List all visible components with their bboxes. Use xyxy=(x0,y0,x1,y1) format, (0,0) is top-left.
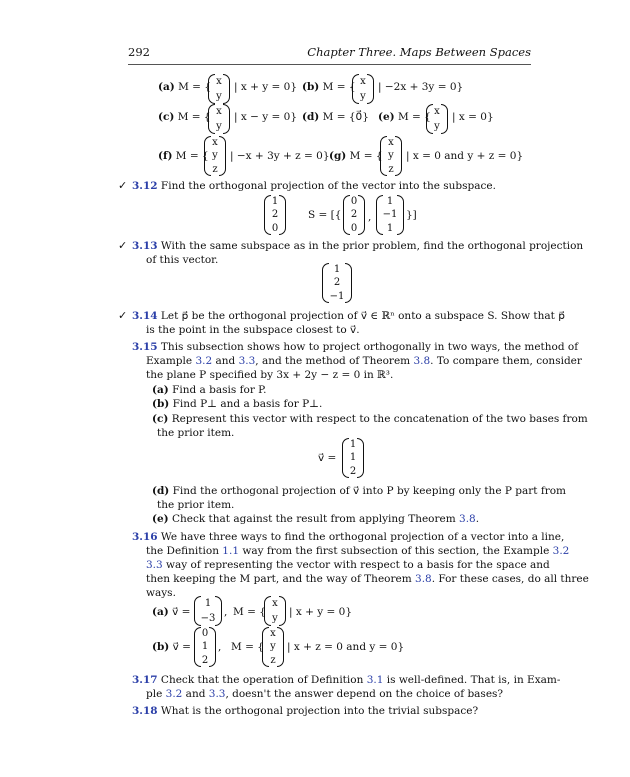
text-run: ple xyxy=(146,688,166,700)
item-text: Find P⊥ and a basis for P⊥. xyxy=(172,398,323,410)
column-vector xyxy=(194,596,222,626)
item-text: the prior item. xyxy=(157,499,235,511)
column-vector xyxy=(343,195,365,235)
cross-reference-link[interactable]: 3.2 xyxy=(195,355,213,367)
vector-entry: x xyxy=(270,628,276,640)
text-run: the Definition xyxy=(146,545,223,557)
problem-3-17 xyxy=(132,673,560,687)
problem-text: is the point in the subspace closest to v⃗. xyxy=(146,324,360,336)
problem-3-12 xyxy=(132,179,496,193)
problem-text: Find the orthogonal projection of the vector into the subspace. xyxy=(160,180,496,192)
problem-text: We have three ways to find the orthogonal projection of a vector into a line, xyxy=(160,531,565,543)
text-run: and xyxy=(182,688,209,700)
column-vector xyxy=(342,438,364,478)
set-open: M = { xyxy=(322,81,356,93)
vector-entry: 2 xyxy=(271,209,279,221)
vector-entry: x xyxy=(216,76,222,87)
vector-entry: x xyxy=(388,137,394,149)
set-open: M = { xyxy=(177,111,211,123)
text-run: . For these cases, do all three xyxy=(431,573,589,585)
item-3-11-g xyxy=(329,149,383,163)
problem-number: 3.17 xyxy=(132,674,158,686)
set-open: M = { xyxy=(178,81,211,93)
column-vector xyxy=(208,104,230,134)
item-3-15-e xyxy=(152,512,479,526)
column-vector xyxy=(194,627,216,667)
vector-entry: 2 xyxy=(333,277,341,289)
problem-number: 3.15 xyxy=(132,341,158,353)
item-3-15-a xyxy=(152,383,266,397)
problem-text-line xyxy=(146,558,550,572)
item-text: Represent this vector with respect to the concatenation of the two bases from xyxy=(171,413,588,425)
cross-reference-link[interactable]: 3.3 xyxy=(208,688,226,700)
vector-entry: y xyxy=(360,91,366,102)
problem-3-14 xyxy=(132,309,565,323)
problem-text-line xyxy=(146,572,589,586)
vector-equation: v⃗ = xyxy=(172,606,191,618)
vector-entry: x xyxy=(216,106,222,117)
set-open: M = { xyxy=(349,150,383,162)
problem-3-13 xyxy=(132,239,583,253)
vector-entry: 0 xyxy=(271,222,279,234)
set-open: M = { xyxy=(231,641,264,653)
vector-entry: y xyxy=(388,150,394,162)
problem-number: 3.16 xyxy=(132,531,158,543)
vector-entry: 1 xyxy=(271,196,279,208)
item-3-16-b xyxy=(152,640,191,654)
problem-text: This subsection shows how to project orthogonally in two ways, the method of xyxy=(160,341,579,353)
item-label: (g) xyxy=(329,150,347,162)
set-open: M = { xyxy=(397,111,431,123)
text-run: Check that the operation of Definition xyxy=(160,674,367,686)
problem-text: the plane P specified by 3x + 2y − z = 0 in ℝ³. xyxy=(146,369,394,381)
problem-text: of this vector. xyxy=(146,254,219,266)
item-label: (a) xyxy=(152,384,169,396)
vector-entry: −1 xyxy=(329,290,345,302)
page-number: 292 xyxy=(128,45,150,59)
item-label: (c) xyxy=(152,413,169,425)
vector-entry: 2 xyxy=(349,465,357,477)
column-vector xyxy=(208,74,230,104)
item-3-15-c xyxy=(152,412,588,426)
problem-text: With the same subspace as in the prior problem, find the orthogonal projection xyxy=(160,240,584,252)
item-label: (d) xyxy=(302,111,320,123)
vector-entry: 1 xyxy=(349,439,357,451)
text-run: is well-defined. That is, in Exam- xyxy=(383,674,561,686)
cross-reference-link[interactable]: 3.1 xyxy=(366,674,384,686)
set-condition: | x = 0} xyxy=(452,111,494,123)
vector-equation: v⃗ = xyxy=(318,452,337,464)
problem-number: 3.13 xyxy=(132,240,158,252)
vector-entry: x xyxy=(212,137,218,149)
item-text: Find a basis for P. xyxy=(172,384,267,396)
column-vector xyxy=(264,596,286,626)
problem-text-line xyxy=(146,687,503,701)
vector-entry: y xyxy=(270,641,276,653)
text-run: . xyxy=(475,513,480,525)
vector-entry: x xyxy=(272,598,278,609)
check-mark-icon: ✓ xyxy=(118,309,128,322)
item-3-11-e xyxy=(378,110,431,124)
item-label: (c) xyxy=(158,111,175,123)
item-text: the prior item. xyxy=(157,427,235,439)
vector-entry: z xyxy=(212,163,218,175)
item-label: (a) xyxy=(158,81,175,93)
item-label: (e) xyxy=(378,111,395,123)
header-rule xyxy=(128,64,531,65)
vector-entry: −1 xyxy=(382,209,398,221)
cross-reference-link[interactable]: 1.1 xyxy=(222,545,239,557)
vector-entry: 0 xyxy=(350,196,358,208)
item-3-15-b xyxy=(152,397,322,411)
problem-number: 3.18 xyxy=(132,705,158,717)
text-run: and xyxy=(212,355,239,367)
cross-reference-link[interactable]: 3.8 xyxy=(413,355,431,367)
column-vector xyxy=(426,104,448,134)
item-3-11-a xyxy=(158,80,211,94)
comma: , xyxy=(218,641,222,653)
vector-entry: y xyxy=(216,121,222,132)
problem-number: 3.14 xyxy=(132,310,158,322)
item-label: (a) xyxy=(152,606,169,618)
problem-text-line xyxy=(146,544,569,558)
set-expression: M = {0⃗} xyxy=(322,111,369,123)
comma: , xyxy=(224,606,228,618)
vector-entry: y xyxy=(272,613,278,624)
set-condition: | −2x + 3y = 0} xyxy=(378,81,464,93)
vector-entry: x xyxy=(360,76,366,87)
problem-text: ways. xyxy=(146,587,176,599)
set-condition: | x + z = 0 and y = 0} xyxy=(287,641,405,653)
text-run: , and the method of Theorem xyxy=(255,355,414,367)
vector-entry: 2 xyxy=(350,209,358,221)
span-open: S = [{ xyxy=(308,209,342,221)
vector-entry: z xyxy=(388,163,394,175)
vector-entry: z xyxy=(270,654,276,666)
vector-entry: 1 xyxy=(333,264,341,276)
cross-reference-link[interactable]: 3.2 xyxy=(552,545,570,557)
item-text: Check that against the result from applying Theorem xyxy=(171,513,460,525)
set-condition: | x + y = 0} xyxy=(289,606,353,618)
set-condition: | x = 0 and y + z = 0} xyxy=(406,150,524,162)
comma: , xyxy=(368,211,372,223)
check-mark-icon: ✓ xyxy=(118,239,128,252)
problem-text-line xyxy=(146,354,582,368)
item-3-11-f xyxy=(158,149,209,163)
column-vector xyxy=(352,74,374,104)
text-run: . To compare them, consider xyxy=(430,355,582,367)
column-vector xyxy=(264,195,286,235)
vector-entry: y xyxy=(212,150,218,162)
set-open: M = { xyxy=(175,150,209,162)
column-vector xyxy=(322,263,352,303)
vector-entry: x xyxy=(434,106,440,117)
cross-reference-link[interactable]: 3.3 xyxy=(146,559,163,571)
span-close: }] xyxy=(406,209,417,221)
check-mark-icon: ✓ xyxy=(118,179,128,192)
vector-entry: y xyxy=(216,91,222,102)
cross-reference-link[interactable]: 3.8 xyxy=(459,513,476,525)
item-label: (f) xyxy=(158,150,173,162)
vector-entry: −3 xyxy=(200,613,216,624)
item-label: (b) xyxy=(302,81,320,93)
vector-entry: 0 xyxy=(201,628,209,640)
item-label: (b) xyxy=(152,641,170,653)
chapter-title: Chapter Three. Maps Between Spaces xyxy=(307,45,531,59)
column-vector xyxy=(262,627,284,667)
vector-entry: 1 xyxy=(386,196,394,208)
item-3-16-a xyxy=(152,605,190,619)
item-3-11-c xyxy=(158,110,211,124)
item-3-11-b xyxy=(302,80,356,94)
cross-reference-link[interactable]: 3.8 xyxy=(415,573,432,585)
text-run: then keeping the M part, and the way of Theorem xyxy=(146,573,416,585)
item-3-11-d xyxy=(302,110,369,124)
problem-3-18 xyxy=(132,704,478,718)
vector-entry: 2 xyxy=(201,654,209,666)
vector-entry: 1 xyxy=(201,641,209,653)
vector-entry: y xyxy=(434,121,440,132)
vector-entry: 1 xyxy=(204,598,212,609)
cross-reference-link[interactable]: 3.2 xyxy=(165,688,183,700)
text-run: , doesn't the answer depend on the choice of bases? xyxy=(225,688,504,700)
vector-entry: 1 xyxy=(386,222,394,234)
item-3-15-d xyxy=(152,484,566,498)
text-run: way from the first subsection of this section, the Example xyxy=(239,545,553,557)
text-run: Example xyxy=(146,355,196,367)
problem-number: 3.12 xyxy=(132,180,158,192)
problem-text: Let p⃗ be the orthogonal projection of v⃗ ∈ ℝⁿ onto a subspace S. Show that p⃗ xyxy=(160,310,565,322)
problem-3-15 xyxy=(132,340,578,354)
problem-text: What is the orthogonal projection into the trivial subspace? xyxy=(160,705,479,717)
column-vector xyxy=(380,136,402,176)
vector-entry: 0 xyxy=(350,222,358,234)
cross-reference-link[interactable]: 3.3 xyxy=(238,355,256,367)
vector-equation: v⃗ = xyxy=(172,641,191,653)
column-vector xyxy=(204,136,226,176)
item-text: Find the orthogonal projection of v⃗ into P by keeping only the P part from xyxy=(172,485,567,497)
problem-3-16 xyxy=(132,530,564,544)
set-condition: | −x + 3y + z = 0} xyxy=(230,150,330,162)
item-label: (e) xyxy=(152,513,169,525)
set-condition: | x − y = 0} xyxy=(234,111,298,123)
column-vector xyxy=(376,195,404,235)
vector-entry: 1 xyxy=(349,452,357,464)
set-condition: | x + y = 0} xyxy=(234,81,298,93)
text-run: way of representing the vector with respect to a basis for the space and xyxy=(162,559,550,571)
item-label: (d) xyxy=(152,485,170,497)
item-label: (b) xyxy=(152,398,170,410)
set-open: M = { xyxy=(233,606,266,618)
